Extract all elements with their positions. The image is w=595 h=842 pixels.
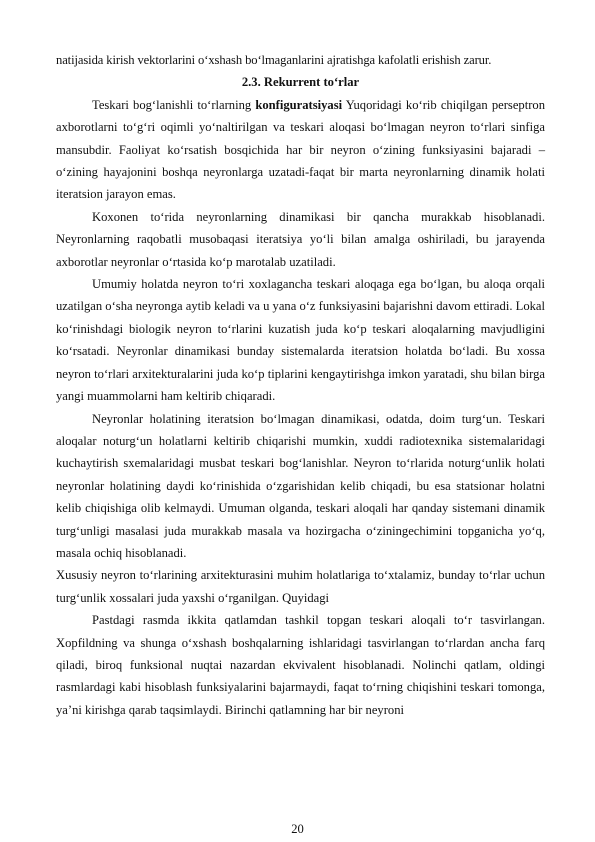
paragraph-1-lead: Teskari bog‘lanishli to‘rlarning — [92, 97, 256, 112]
page-number: 20 — [291, 822, 304, 836]
paragraph-1 — [56, 94, 545, 206]
paragraph-1-body: Yuqoridagi ko‘rib chiqilgan perseptron axborotlarni to‘g‘ri oqimli yo‘naltirilgan va teskari aloqasi bo‘lmagan neyron to‘rlari sinfiga mansubdir. Faoliyat ko‘rsatish bosqichida har bir neyron o‘zining funksiyasini bajaradi – o‘zining hayajonini boshqa neyronlarga uzatadi-faqat bir marta neyronlarning dinamik holati iteratsion jarayon emas. — [56, 97, 545, 202]
paragraph-5: Xususiy neyron to‘rlarining arxitekturasini muhim holatlariga to‘xtalamiz, bunday to‘rlar uchun turg‘unlik xossalari juda yaxshi o‘rganilgan. Quyidagi — [56, 568, 545, 605]
paragraph-4: Neyronlar holatining iteratsion bo‘lmagan dinamikasi, odatda, doim turg‘un. Teskari aloqalar noturg‘un holatlarni keltirib chiqarishi mumkin, xuddi radiotexnika sistemalaridagi kuchaytirish sxemalaridagi musbat teskari bog‘lanishlar. Neyron to‘rlarida noturg‘unlik holati neyronlar holatining daydi ko‘rinishida o‘zgarishidan kelib chiqadi, bu esa statsionar holatni kelib chiqishiga olib kelmaydi. Umuman olganda, teskari aloqali har qanday sistemani dinamik turg‘unligi masalasi juda murakkab masala va hozirgacha o‘ziningechimini topganicha yo‘q, masala ochiq hisoblanadi. — [56, 411, 545, 560]
paragraph-2: Koxonen to‘rida neyronlarning dinamikasi bir qancha murakkab hisoblanadi. Neyronlarning raqobatli musobaqasi iteratsiya yo‘li bilan amalga oshiriladi, bu jarayenda axborotlar neyronlar o‘rtasida ko‘p marotalab uzatiladi. — [56, 209, 545, 269]
document-page — [56, 0, 545, 721]
paragraph-1-bold-term: konfiguratsiyasi — [255, 97, 343, 112]
section-heading: 2.3. Rekurrent to‘rlar — [241, 75, 360, 90]
intro-line: natijasida kirish vektorlarini o‘xshash bo‘lmaganlarini ajratishga kafolatli erishish zarur. — [56, 53, 492, 67]
paragraph-6: Pastdagi rasmda ikkita qatlamdan tashkil topgan teskari aloqali to‘r tasvirlangan. Xopfildning va shunga o‘xshash boshqalarning ishlaridagi tasvirlangan to‘rlardan ancha farq qiladi, biroq funksional nuqtai nazardan ekvivalent hisoblanadi. Nolinchi qatlam, oldingi rasmlardagi kabi hisoblash funksiyalarini bajarmaydi, faqat to‘rning chiqishini teskari tomonga, ya’ni kirishga qarab taqsimlaydi. Birinchi qatlamning har bir neyroni — [56, 613, 545, 717]
paragraph-3: Umumiy holatda neyron to‘ri xoxlagancha teskari aloqaga ega bo‘lgan, bu aloqa orqali uzatilgan o‘sha neyronga aytib keladi va u yana o‘z funksiyasini bajarishni davom ettiradi. Lokal ko‘rinishdagi biologik neyron to‘rlarini kuzatish juda ko‘p teskari aloqalarning mavjudligini ko‘rsatadi. Neyronlar dinamikasi bunday sistemalarda iteratsion holatda bo‘ladi. Bu xossa neyron to‘rlari arxitekturalarini juda ko‘p tiplarini kengaytirishga imkon yaratadi, shu bilan birga yangi muammolarni ham keltirib chiqaradi. — [56, 277, 545, 404]
